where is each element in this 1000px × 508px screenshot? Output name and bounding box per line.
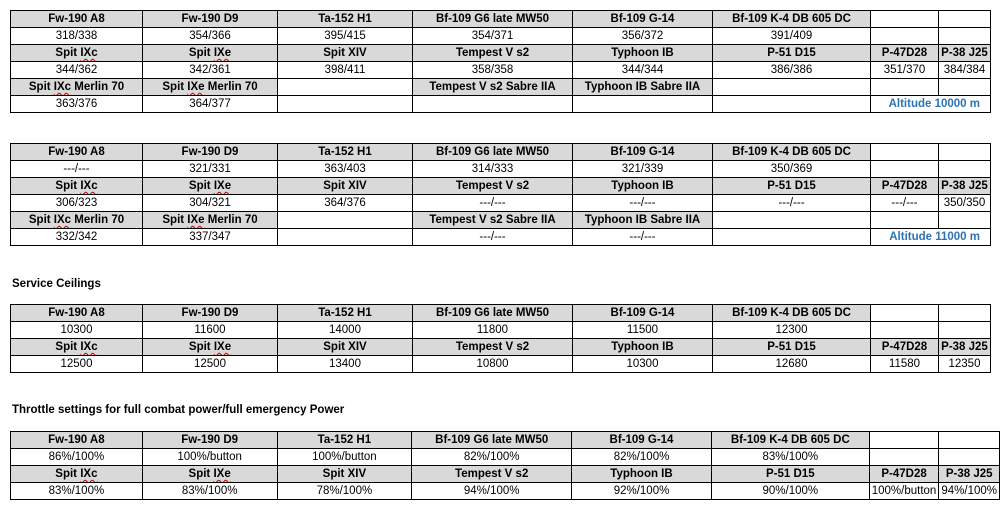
value-cell: 358/358 [413, 62, 573, 79]
value-cell: 395/415 [278, 28, 413, 45]
aircraft-header-cell: Spit XIV [277, 466, 412, 483]
aircraft-header-cell: Ta-152 H1 [277, 432, 412, 449]
aircraft-header-cell: Fw-190 A8 [11, 144, 143, 161]
aircraft-header-cell: Typhoon IB [573, 178, 713, 195]
aircraft-header-cell [871, 212, 939, 229]
value-cell: 11800 [413, 322, 573, 339]
value-row [11, 483, 1000, 500]
spellcheck-underline: IXc [80, 341, 98, 353]
value-cell [871, 28, 939, 45]
aircraft-header-cell: Spit IXc Merlin 70 [11, 79, 143, 96]
value-row [11, 195, 991, 212]
data-table [10, 10, 991, 113]
aircraft-header-cell: Ta-152 H1 [278, 11, 413, 28]
value-cell: 92%/100% [572, 483, 712, 500]
spellcheck-underline: IXe [187, 214, 205, 226]
value-cell: 100%/button [869, 483, 939, 500]
value-cell: ---/--- [413, 229, 573, 246]
aircraft-header-cell [871, 144, 939, 161]
aircraft-header-cell [278, 79, 413, 96]
aircraft-header-cell: P-47D28 [871, 45, 939, 62]
header-row [11, 45, 991, 62]
aircraft-header-cell: Fw-190 D9 [143, 144, 278, 161]
aircraft-header-cell: Bf-109 G-14 [573, 11, 713, 28]
value-cell: 82%/100% [412, 449, 572, 466]
spellcheck-underline: IXe [213, 47, 232, 59]
value-cell: 321/331 [143, 161, 278, 178]
value-cell: 94%/100% [939, 483, 1000, 500]
value-cell [869, 449, 939, 466]
value-cell: 12350 [939, 356, 991, 373]
aircraft-header-cell: Bf-109 G-14 [573, 144, 713, 161]
aircraft-header-cell: Bf-109 K-4 DB 605 DC [711, 432, 869, 449]
aircraft-header-cell: Spit IXe [143, 45, 278, 62]
spellcheck-underline: IXc [80, 47, 98, 59]
spellcheck-underline: IXe [213, 341, 232, 353]
value-cell [939, 322, 991, 339]
aircraft-header-cell: Ta-152 H1 [278, 305, 413, 322]
value-cell: ---/--- [871, 195, 939, 212]
value-cell [939, 28, 991, 45]
header-row [11, 432, 1000, 449]
value-cell: ---/--- [11, 161, 143, 178]
value-cell: 398/411 [278, 62, 413, 79]
spellcheck-underline: IXe [213, 468, 231, 480]
aircraft-header-cell: Bf-109 K-4 DB 605 DC [713, 144, 871, 161]
value-cell: 386/386 [713, 62, 871, 79]
value-cell [871, 322, 939, 339]
aircraft-header-cell: Spit XIV [278, 178, 413, 195]
header-row [11, 79, 991, 96]
aircraft-header-cell: Tempest V s2 [412, 466, 572, 483]
value-cell: 12680 [713, 356, 871, 373]
value-row [11, 96, 991, 113]
header-row [11, 339, 991, 356]
spellcheck-underline: IXc [80, 468, 98, 480]
aircraft-header-cell: Bf-109 K-4 DB 605 DC [713, 11, 871, 28]
aircraft-header-cell: Spit IXc [11, 45, 143, 62]
aircraft-header-cell: Typhoon IB [573, 45, 713, 62]
value-cell: 83%/100% [11, 483, 143, 500]
value-cell: ---/--- [573, 229, 713, 246]
value-cell [278, 96, 413, 113]
aircraft-header-cell: P-47D28 [869, 466, 939, 483]
value-cell: 391/409 [713, 28, 871, 45]
aircraft-header-cell: Spit XIV [278, 45, 413, 62]
value-cell: 10300 [11, 322, 143, 339]
aircraft-header-cell [871, 11, 939, 28]
aircraft-header-cell [939, 79, 991, 96]
aircraft-header-cell: Spit IXe Merlin 70 [143, 212, 278, 229]
value-cell: 13400 [278, 356, 413, 373]
value-cell: 12500 [143, 356, 278, 373]
value-cell: 354/366 [143, 28, 278, 45]
header-row [11, 466, 1000, 483]
aircraft-header-cell: Tempest V s2 Sabre IIA [413, 212, 573, 229]
value-cell: 83%/100% [142, 483, 277, 500]
value-cell: 90%/100% [711, 483, 869, 500]
aircraft-header-cell: Bf-109 G-14 [573, 305, 713, 322]
aircraft-header-cell: Tempest V s2 Sabre IIA [413, 79, 573, 96]
value-cell: 363/403 [278, 161, 413, 178]
value-cell: 11600 [143, 322, 278, 339]
value-cell: 356/372 [573, 28, 713, 45]
aircraft-header-cell: Bf-109 G6 late MW50 [413, 305, 573, 322]
value-cell: 350/350 [939, 195, 991, 212]
spellcheck-underline: IXe [187, 81, 205, 93]
aircraft-header-cell: P-51 D15 [711, 466, 869, 483]
value-cell [939, 161, 991, 178]
value-cell [413, 96, 573, 113]
value-cell: 306/323 [11, 195, 143, 212]
spellcheck-underline: IXc [53, 81, 72, 93]
value-cell: 12300 [713, 322, 871, 339]
aircraft-header-cell: P-38 J25 [939, 466, 1000, 483]
value-cell: 321/339 [573, 161, 713, 178]
aircraft-header-cell: P-51 D15 [713, 339, 871, 356]
aircraft-header-cell: Ta-152 H1 [278, 144, 413, 161]
aircraft-header-cell: Fw-190 A8 [11, 432, 143, 449]
value-cell [939, 449, 1000, 466]
aircraft-header-cell: Bf-109 G-14 [572, 432, 712, 449]
aircraft-header-cell [713, 79, 871, 96]
aircraft-header-cell: Spit IXc [11, 178, 143, 195]
value-cell: 354/371 [413, 28, 573, 45]
aircraft-header-cell [869, 432, 939, 449]
aircraft-header-cell [871, 305, 939, 322]
spellcheck-underline: IXc [53, 214, 72, 226]
value-cell: ---/--- [413, 195, 573, 212]
aircraft-header-cell: Bf-109 G6 late MW50 [413, 11, 573, 28]
aircraft-header-cell: Typhoon IB [572, 466, 712, 483]
aircraft-header-cell: P-38 J25 [939, 339, 991, 356]
value-cell [573, 96, 713, 113]
aircraft-header-cell: Spit IXc [11, 339, 143, 356]
aircraft-header-cell [713, 212, 871, 229]
aircraft-header-cell [939, 305, 991, 322]
value-cell: 14000 [278, 322, 413, 339]
value-row [11, 28, 991, 45]
section-heading: Throttle settings for full combat power/full emergency Power [12, 404, 345, 416]
value-cell: 100%/button [142, 449, 277, 466]
value-cell: 94%/100% [412, 483, 572, 500]
value-cell: 86%/100% [11, 449, 143, 466]
value-row [11, 62, 991, 79]
value-cell: ---/--- [713, 195, 871, 212]
data-table [10, 304, 991, 373]
aircraft-header-cell: Typhoon IB Sabre IIA [573, 212, 713, 229]
value-cell: 78%/100% [277, 483, 412, 500]
altitude-label: Altitude 11000 m [871, 229, 991, 246]
aircraft-header-cell: Bf-109 K-4 DB 605 DC [713, 305, 871, 322]
aircraft-header-cell [939, 144, 991, 161]
value-cell: 318/338 [11, 28, 143, 45]
value-cell: 364/377 [143, 96, 278, 113]
value-row [11, 322, 991, 339]
aircraft-header-cell: Tempest V s2 [413, 45, 573, 62]
header-row [11, 11, 991, 28]
value-row [11, 161, 991, 178]
header-row [11, 305, 991, 322]
aircraft-header-cell: P-47D28 [871, 339, 939, 356]
value-cell: 350/369 [713, 161, 871, 178]
value-cell: 11580 [871, 356, 939, 373]
aircraft-header-cell: Fw-190 D9 [142, 432, 277, 449]
value-cell [871, 161, 939, 178]
value-cell: 332/342 [11, 229, 143, 246]
aircraft-header-cell [939, 11, 991, 28]
section-heading: Service Ceilings [12, 278, 101, 290]
value-cell: 337/347 [143, 229, 278, 246]
value-cell: 384/384 [939, 62, 991, 79]
aircraft-header-cell: Spit IXc Merlin 70 [11, 212, 143, 229]
aircraft-header-cell: Fw-190 D9 [143, 305, 278, 322]
aircraft-header-cell: Spit IXe [143, 178, 278, 195]
value-cell: 344/344 [573, 62, 713, 79]
value-cell: 82%/100% [572, 449, 712, 466]
aircraft-header-cell: P-47D28 [871, 178, 939, 195]
data-table [10, 143, 991, 246]
aircraft-header-cell: Typhoon IB [573, 339, 713, 356]
value-cell: 10800 [413, 356, 573, 373]
altitude-label: Altitude 10000 m [871, 96, 991, 113]
aircraft-header-cell [278, 212, 413, 229]
value-cell: 351/370 [871, 62, 939, 79]
aircraft-header-cell: Spit IXe [142, 466, 277, 483]
value-cell: 100%/button [277, 449, 412, 466]
spellcheck-underline: IXe [213, 180, 232, 192]
aircraft-header-cell: Spit IXe Merlin 70 [143, 79, 278, 96]
value-cell: 10300 [573, 356, 713, 373]
aircraft-header-cell [871, 79, 939, 96]
spellcheck-underline: IXc [80, 180, 98, 192]
value-row [11, 449, 1000, 466]
value-cell: 342/361 [143, 62, 278, 79]
aircraft-header-cell: P-38 J25 [939, 178, 991, 195]
aircraft-header-cell: Spit XIV [278, 339, 413, 356]
aircraft-header-cell: Fw-190 D9 [143, 11, 278, 28]
data-table [10, 431, 1000, 500]
value-cell: 83%/100% [711, 449, 869, 466]
aircraft-header-cell: P-38 J25 [939, 45, 991, 62]
value-cell: 363/376 [11, 96, 143, 113]
value-cell: 344/362 [11, 62, 143, 79]
aircraft-header-cell: Spit IXc [11, 466, 143, 483]
value-cell: 364/376 [278, 195, 413, 212]
aircraft-header-cell: Bf-109 G6 late MW50 [413, 144, 573, 161]
aircraft-header-cell: Tempest V s2 [413, 178, 573, 195]
value-cell: 304/321 [143, 195, 278, 212]
aircraft-header-cell: Fw-190 A8 [11, 11, 143, 28]
value-cell [713, 229, 871, 246]
value-cell: 12500 [11, 356, 143, 373]
header-row [11, 144, 991, 161]
value-cell: ---/--- [573, 195, 713, 212]
aircraft-header-cell: Typhoon IB Sabre IIA [573, 79, 713, 96]
aircraft-header-cell: Tempest V s2 [413, 339, 573, 356]
value-row [11, 229, 991, 246]
value-cell [278, 229, 413, 246]
value-cell: 11500 [573, 322, 713, 339]
header-row [11, 212, 991, 229]
aircraft-header-cell: P-51 D15 [713, 45, 871, 62]
aircraft-header-cell [939, 212, 991, 229]
value-row [11, 356, 991, 373]
value-cell: 314/333 [413, 161, 573, 178]
header-row [11, 178, 991, 195]
aircraft-header-cell: P-51 D15 [713, 178, 871, 195]
value-cell [713, 96, 871, 113]
aircraft-header-cell [939, 432, 1000, 449]
aircraft-header-cell: Fw-190 A8 [11, 305, 143, 322]
aircraft-header-cell: Spit IXe [143, 339, 278, 356]
aircraft-header-cell: Bf-109 G6 late MW50 [412, 432, 572, 449]
